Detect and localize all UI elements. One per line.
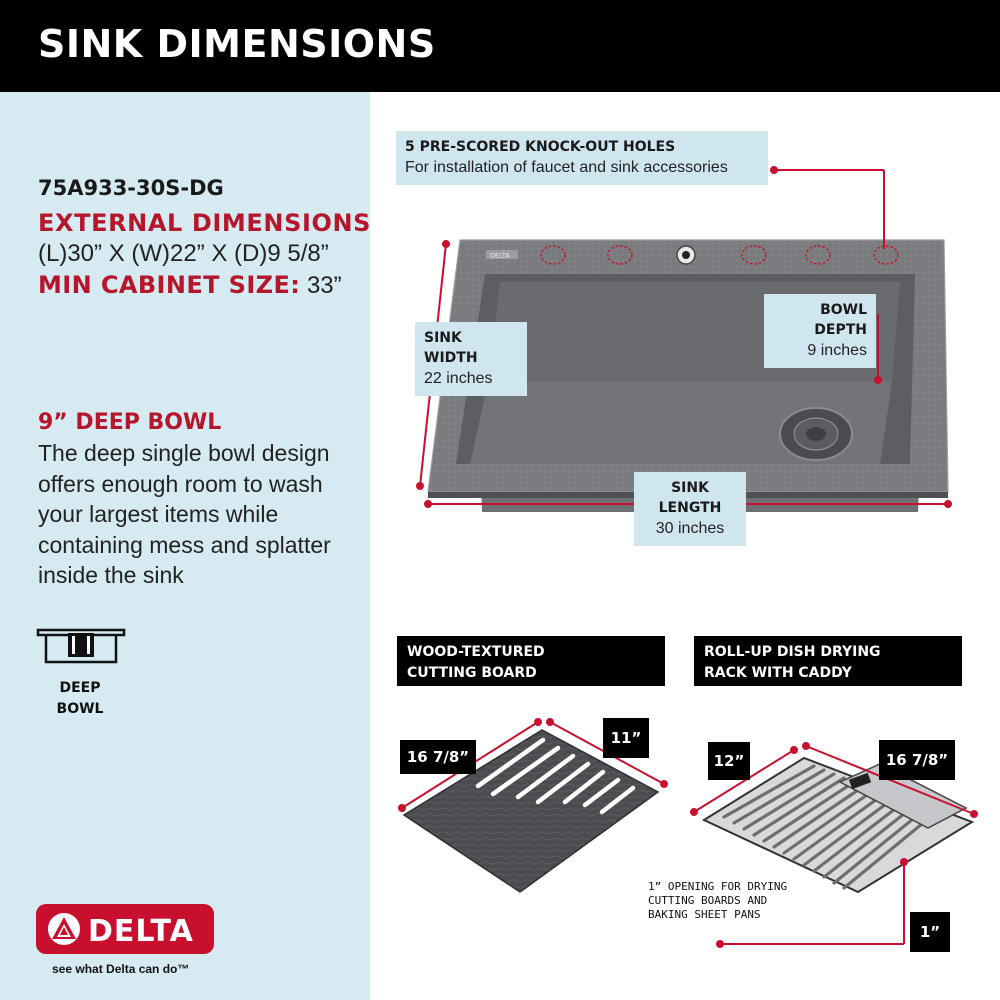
bowl-depth-callout — [764, 294, 876, 368]
deep-bowl-heading: 9” DEEP BOWL — [38, 410, 222, 435]
cabinet-size-line — [38, 271, 342, 300]
cabinet-size-value: 33” — [300, 272, 342, 299]
header-bar — [0, 0, 1000, 92]
cutting-board-width-badge: 11” — [603, 718, 649, 758]
sink-width-callout — [415, 322, 527, 396]
drying-rack-title-line2: RACK WITH CADDY — [704, 665, 852, 681]
deep-bowl-description: The deep single bowl design offers enough room to wash your largest items while containing mess and splatter inside the sink — [38, 440, 331, 588]
external-dimensions-label: EXTERNAL DIMENSIONS — [38, 209, 372, 237]
deep-bowl-icon — [36, 628, 126, 668]
cutting-board-title-line2: CUTTING BOARD — [407, 665, 537, 681]
deep-bowl-icon-label-line1: DEEP — [59, 680, 101, 696]
length-dimension-dot-left — [425, 501, 431, 507]
knockout-leader-dot — [771, 167, 777, 173]
length-dimension-dot-right — [945, 501, 951, 507]
product-illustration — [370, 92, 1000, 1000]
sink-length-callout — [634, 472, 746, 546]
cutting-board-length-badge: 16 7/8” — [400, 740, 476, 774]
cutting-board-title — [397, 636, 665, 686]
page-title: SINK DIMENSIONS — [38, 22, 436, 66]
sink-length-value: 30 inches — [655, 520, 725, 537]
bowl-depth-value: 9 inches — [807, 342, 867, 359]
external-dimensions-value: (L)30” X (W)22” X (D)9 5/8” — [38, 240, 329, 267]
sink-length-title: SINK LENGTH — [658, 480, 722, 516]
rack-opening-badge: 1” — [910, 912, 950, 952]
drain — [780, 408, 852, 460]
cutting-board-title-line1: WOOD-TEXTURED — [407, 644, 545, 660]
rack-length-badge: 16 7/8” — [879, 740, 955, 780]
delta-triangle-icon — [46, 911, 82, 947]
bowl-depth-title: BOWL DEPTH — [814, 302, 867, 338]
width-dimension-dot-top — [443, 241, 449, 247]
brand-tagline: see what Delta can do™ — [52, 962, 190, 976]
sink-width-title: SINK WIDTH — [424, 330, 478, 366]
drying-rack-title-line1: ROLL-UP DISH DRYING — [704, 644, 881, 660]
knockout-holes-description: For installation of faucet and sink accessories — [405, 159, 728, 176]
drying-rack-title — [694, 636, 962, 686]
width-dimension-dot-bottom — [417, 483, 423, 489]
faucet-hole-center — [682, 251, 690, 259]
rack-opening-note: 1” OPENING FOR DRYING CUTTING BOARDS AND BAKING SHEET PANS — [648, 880, 788, 921]
model-number: 75A933-30S-DG — [38, 176, 224, 200]
sink-brand-mark: DELTA — [490, 251, 510, 260]
sink-width-value: 22 inches — [424, 370, 493, 387]
cabinet-size-label: MIN CABINET SIZE: — [38, 271, 301, 299]
knockout-holes-callout — [396, 131, 768, 185]
knockout-holes-title: 5 PRE-SCORED KNOCK-OUT HOLES — [405, 139, 676, 155]
delta-wordmark: DELTA — [88, 914, 194, 949]
rack-width-badge: 12” — [708, 742, 750, 780]
depth-leader-dot — [875, 377, 881, 383]
deep-bowl-icon-label — [38, 678, 122, 720]
deep-bowl-icon-label-line2: BOWL — [56, 701, 104, 717]
